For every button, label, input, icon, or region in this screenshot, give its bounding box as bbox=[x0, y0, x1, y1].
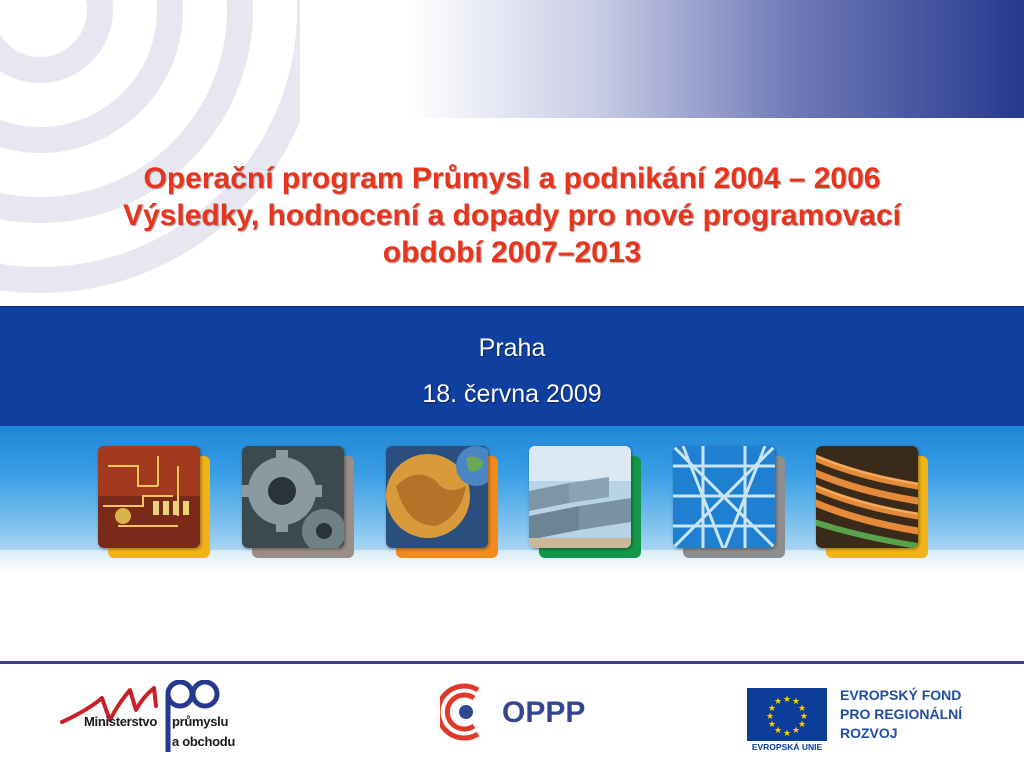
title-line-2: Výsledky, hodnocení a dopady pro nové programovací bbox=[123, 199, 901, 232]
thumbnail-circuit-board bbox=[98, 446, 210, 558]
mpo-logo bbox=[58, 680, 238, 756]
circuit-board-image bbox=[98, 446, 200, 548]
svg-text:★: ★ bbox=[791, 697, 801, 707]
svg-text:★: ★ bbox=[773, 726, 783, 736]
eu-fund-line-3: ROZVOJ bbox=[840, 725, 898, 741]
globe-image bbox=[386, 446, 488, 548]
cables-image bbox=[816, 446, 918, 548]
svg-text:★: ★ bbox=[782, 729, 792, 739]
eu-fund-line-1: EVROPSKÝ FOND bbox=[840, 687, 962, 703]
eu-caption: EVROPSKÁ UNIE bbox=[751, 742, 823, 752]
solar-mirrors-image bbox=[529, 446, 631, 548]
thumbnail-gears bbox=[242, 446, 354, 558]
mpo-line-3: a obchodu bbox=[172, 734, 236, 749]
subtitle-date: 18. června 2009 bbox=[422, 380, 602, 408]
svg-text:★: ★ bbox=[767, 720, 777, 730]
thumbnail-steel-structure bbox=[673, 446, 785, 558]
steel-structure-image bbox=[673, 446, 775, 548]
svg-text:★: ★ bbox=[773, 697, 783, 707]
eu-fund-label bbox=[840, 686, 1010, 743]
thumbnail-globe bbox=[386, 446, 498, 558]
mpo-line-2: průmyslu bbox=[172, 714, 229, 729]
svg-text:★: ★ bbox=[791, 726, 801, 736]
thumbnail-cables bbox=[816, 446, 928, 558]
svg-text:★: ★ bbox=[765, 712, 775, 722]
svg-text:★: ★ bbox=[782, 695, 792, 705]
title-line-3: období 2007–2013 bbox=[382, 236, 642, 269]
slide-title bbox=[40, 160, 984, 271]
gears-image bbox=[242, 446, 344, 548]
footer-divider bbox=[0, 661, 1024, 664]
svg-text:★: ★ bbox=[767, 704, 777, 714]
title-line-1: Operační program Průmysl a podnikání 2004 – 2006 bbox=[143, 162, 881, 195]
svg-text:★: ★ bbox=[799, 712, 809, 722]
oppp-label: OPPP bbox=[502, 696, 586, 729]
eu-fund-line-2: PRO REGIONÁLNÍ bbox=[840, 706, 963, 722]
subtitle-place: Praha bbox=[478, 334, 546, 362]
mpo-line-1: Ministerstvo bbox=[84, 714, 157, 729]
svg-text:★: ★ bbox=[797, 704, 807, 714]
svg-text:★: ★ bbox=[797, 720, 807, 730]
oppp-mark bbox=[440, 682, 496, 742]
eu-flag bbox=[747, 688, 827, 741]
thumbnail-solar-mirrors bbox=[529, 446, 641, 558]
eu-stars bbox=[747, 688, 827, 741]
